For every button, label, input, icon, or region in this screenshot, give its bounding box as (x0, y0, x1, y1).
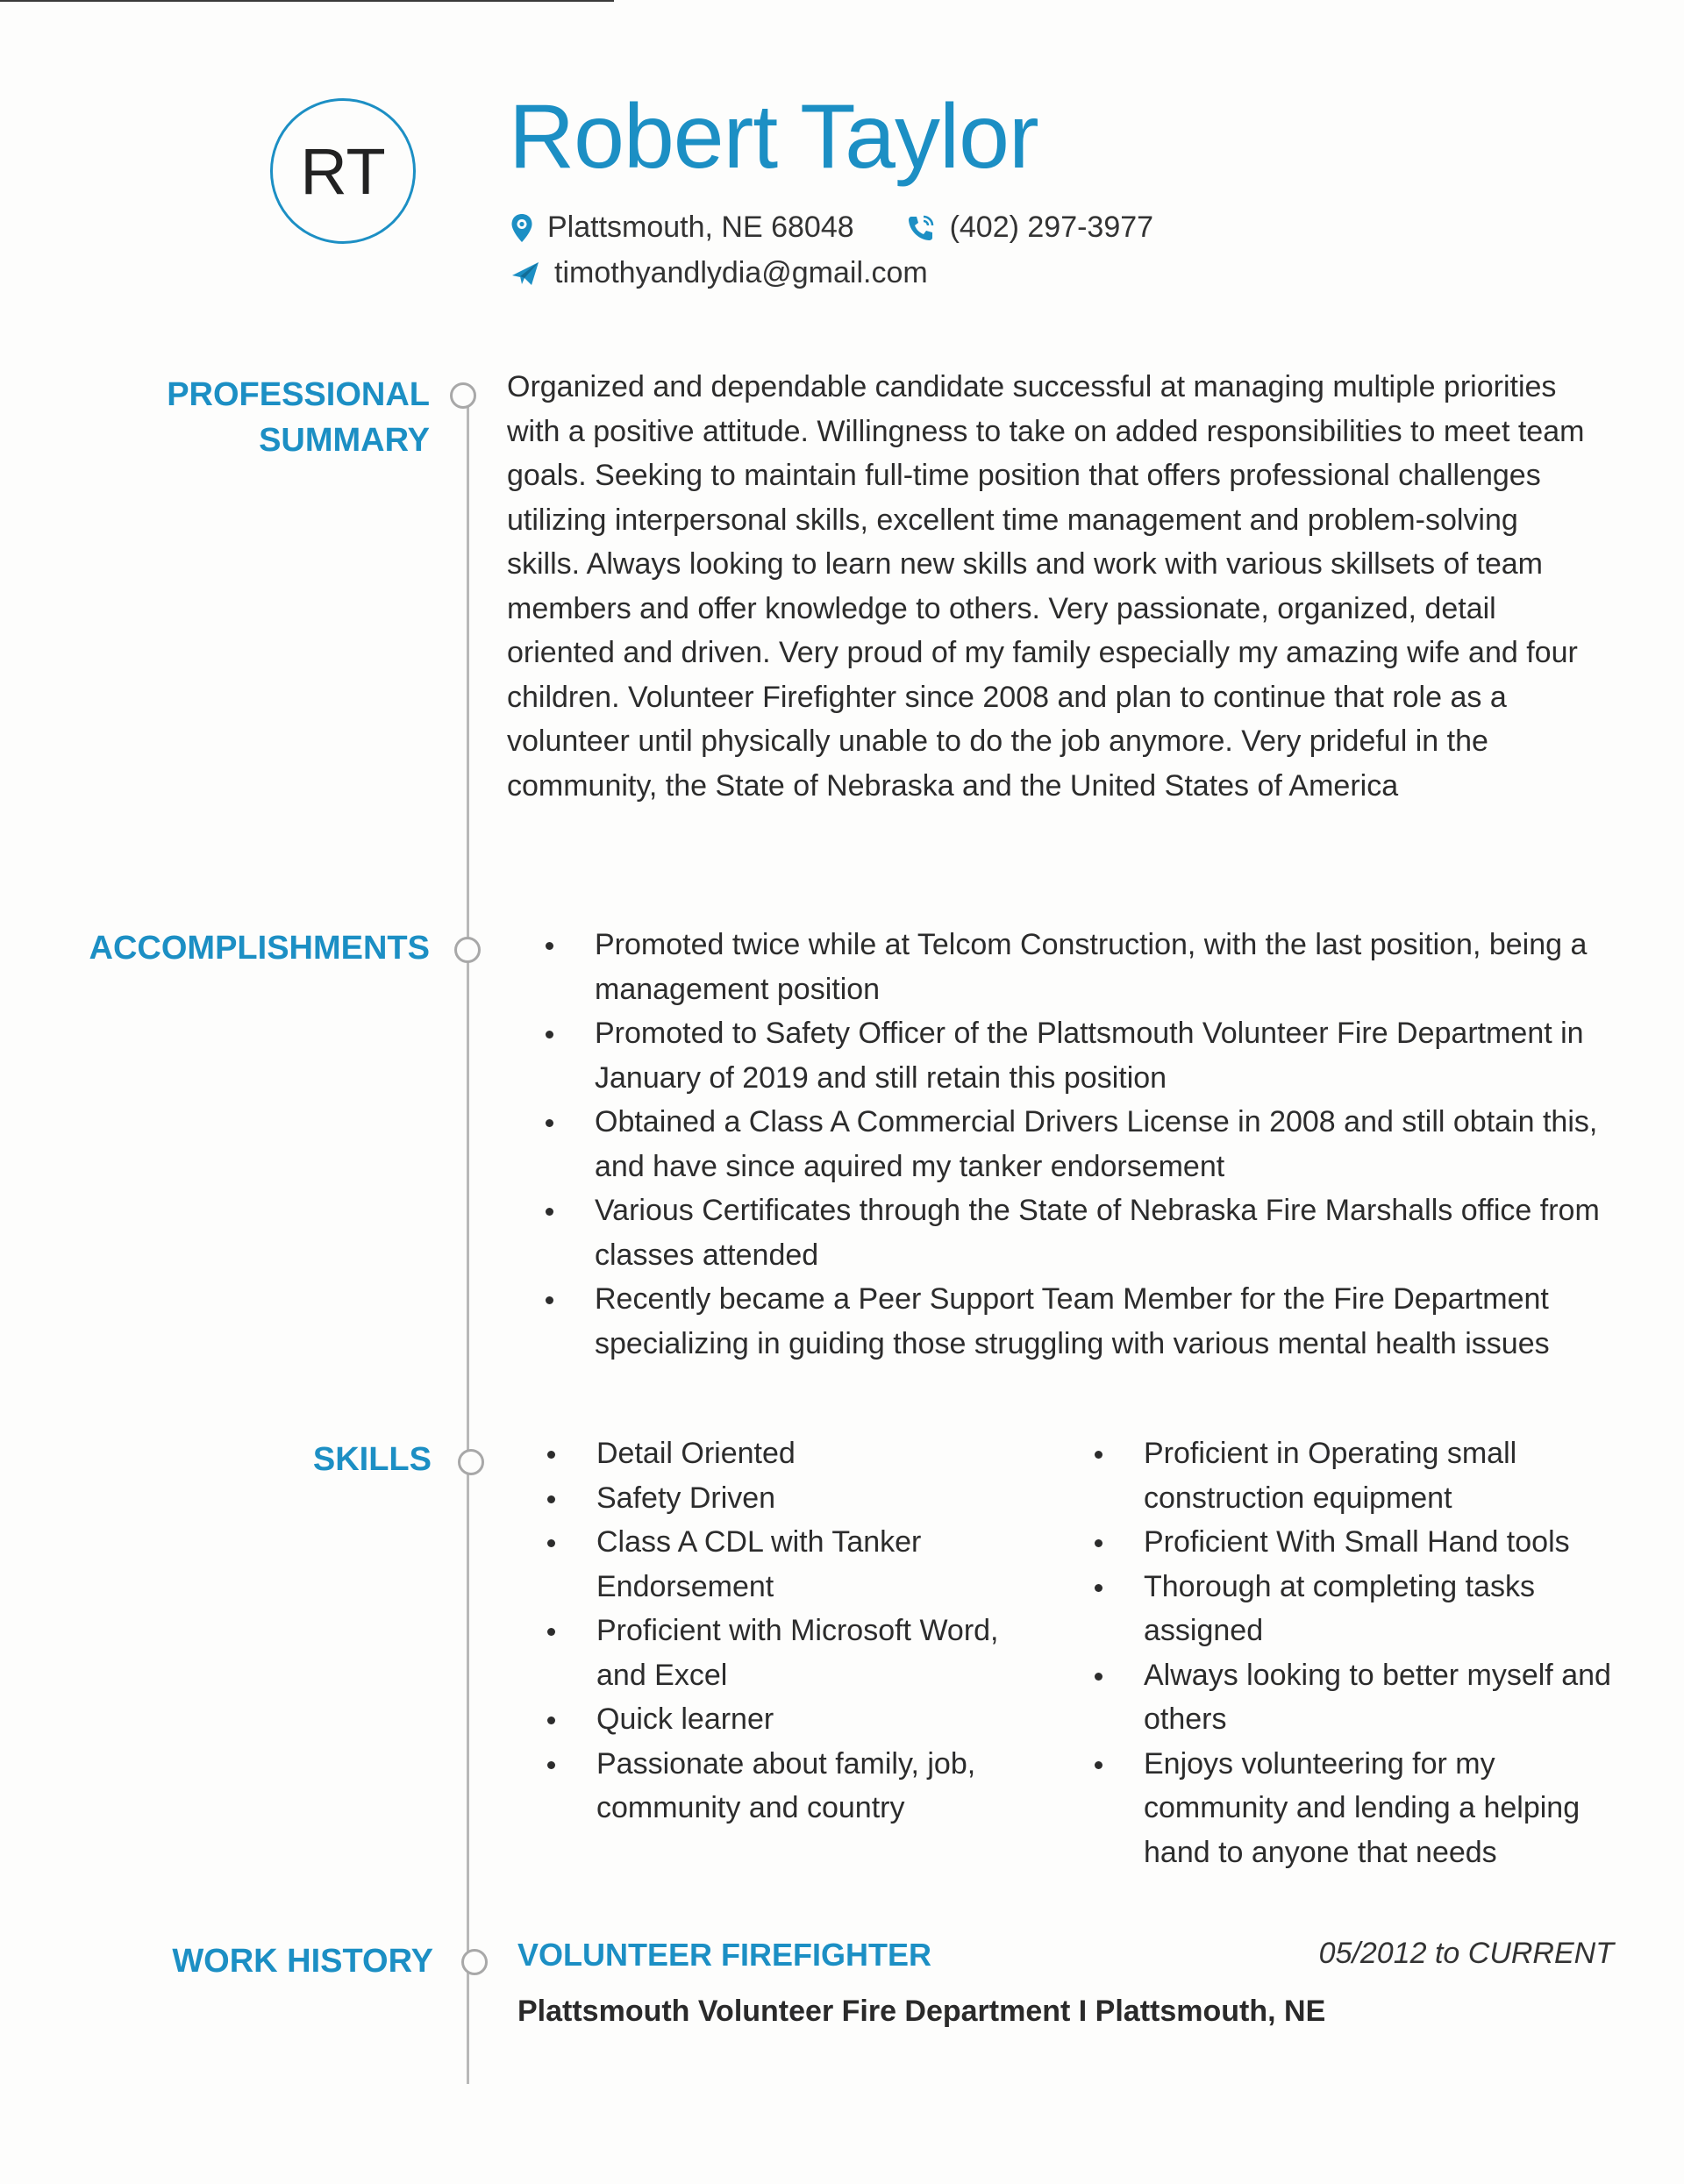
summary-heading-line2: SUMMARY (259, 422, 430, 459)
accomplishments-list (595, 923, 1612, 1366)
skill-item: Quick learner (596, 1697, 1052, 1742)
skill-item: Enjoys volunteering for my community and lending a helping hand to anyone that needs (1144, 1742, 1635, 1875)
summary-text: Organized and dependable candidate successful at managing multiple priorities with a positive attitude. Willingness to take on added responsibilities to meet team goals. Seeking to maintain full-time position that offers professional challenges utilizing interpersonal skills, excellent time management and problem-solving skills. Always looking to learn new skills and work with various skillsets of team members and offer knowledge to others. Very passionate, organized, detail oriented and driven. Very proud of my family especially my amazing wife and four children. Volunteer Firefighter since 2008 and plan to continue that role as a volunteer until physically unable to do the job anymore. Very prideful in the community, the State of Nebraska and the United States of America (507, 370, 1585, 803)
timeline-node-work-history (461, 1949, 488, 1975)
accomplishment-item: Promoted twice while at Telcom Construction, with the last position, being a management position (595, 923, 1612, 1011)
email-text: timothyandlydia@gmail.com (554, 256, 928, 289)
skill-item: Proficient With Small Hand tools (1144, 1520, 1635, 1565)
skill-item: Proficient in Operating small construction equipment (1144, 1431, 1635, 1520)
contact-line-primary (510, 211, 1153, 251)
work-history-heading: WORK HISTORY (172, 1943, 433, 1980)
timeline-node-skills (458, 1449, 484, 1475)
accomplishment-item: Promoted to Safety Officer of the Plattsmouth Volunteer Fire Department in January of 2019 and still retain this position (595, 1011, 1612, 1100)
timeline-node-summary (450, 382, 476, 409)
job-employer: Plattsmouth Volunteer Fire Department I Plattsmouth, NE (517, 1995, 1326, 2028)
skills-list-right (1144, 1431, 1635, 1874)
accomplishment-item: Obtained a Class A Commercial Drivers License in 2008 and still obtain this, and have since aquired my tanker endorsement (595, 1100, 1612, 1188)
contact-line-secondary (510, 256, 928, 295)
skill-item: Safety Driven (596, 1476, 1052, 1521)
scan-edge-line (0, 0, 614, 2)
contact-location (510, 211, 854, 245)
summary-heading (0, 372, 430, 463)
monogram-initials: RT (300, 134, 386, 208)
contact-phone (906, 211, 1154, 245)
skill-item: Thorough at completing tasks assigned (1144, 1565, 1635, 1653)
skill-item: Always looking to better myself and others (1144, 1653, 1635, 1742)
timeline-node-accomplishments (454, 937, 481, 963)
location-text: Plattsmouth, NE 68048 (547, 211, 854, 244)
accomplishment-item: Recently became a Peer Support Team Member for the Fire Department specializing in guiding those struggling with various mental health issues (595, 1277, 1612, 1366)
contact-email (510, 256, 928, 290)
timeline-line (467, 400, 469, 2084)
monogram-badge (270, 98, 416, 244)
accomplishment-item: Various Certificates through the State of Nebraska Fire Marshalls office from classes attended (595, 1188, 1612, 1277)
map-pin-icon (510, 213, 533, 243)
phone-icon (906, 213, 936, 243)
job-dates: 05/2012 to CURRENT (1318, 1937, 1614, 1970)
summary-heading-line1: PROFESSIONAL (167, 376, 430, 413)
paper-plane-icon (510, 261, 540, 287)
skill-item: Class A CDL with Tanker Endorsement (596, 1520, 1052, 1609)
skills-list-left (596, 1431, 1052, 1831)
job-title: VOLUNTEER FIREFIGHTER (517, 1937, 932, 1973)
skill-item: Detail Oriented (596, 1431, 1052, 1476)
candidate-name: Robert Taylor (509, 86, 1038, 188)
skills-heading: SKILLS (312, 1441, 432, 1478)
skill-item: Proficient with Microsoft Word, and Excel (596, 1609, 1052, 1697)
accomplishments-heading: ACCOMPLISHMENTS (89, 930, 430, 967)
skill-item: Passionate about family, job, community and country (596, 1742, 1052, 1831)
phone-text: (402) 297-3977 (949, 211, 1154, 244)
